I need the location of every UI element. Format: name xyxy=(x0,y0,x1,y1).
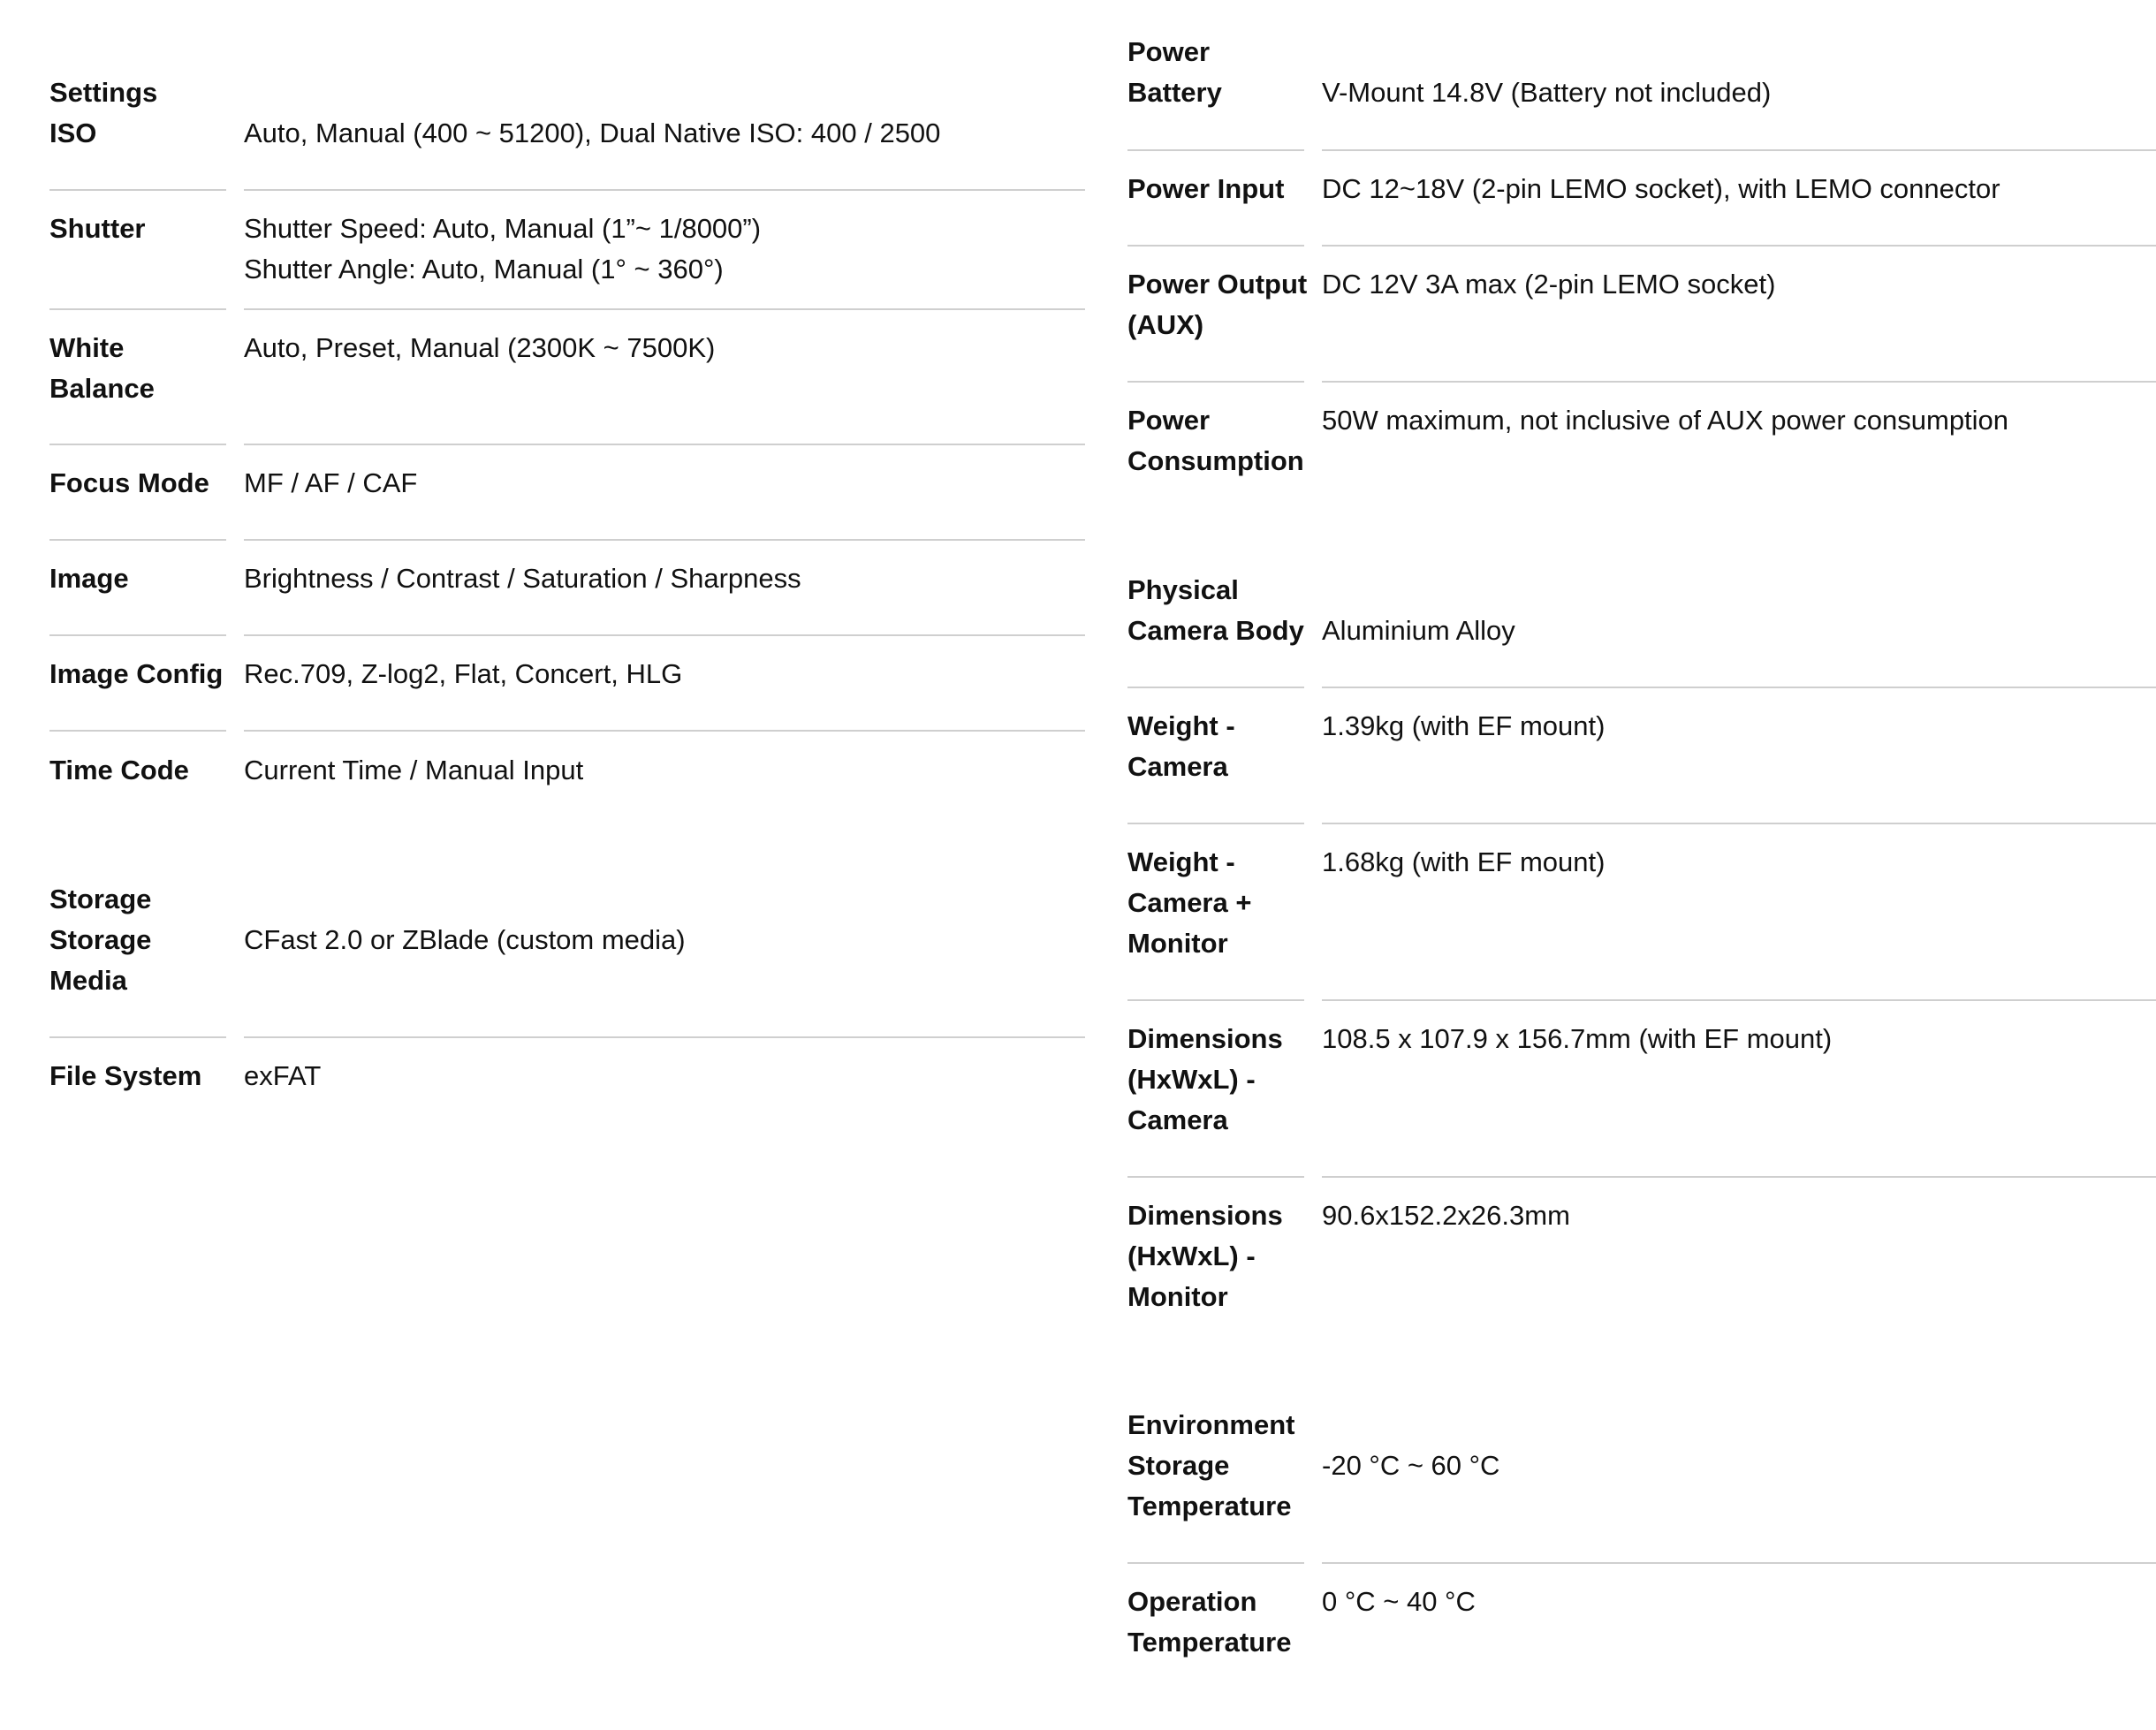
row-divider xyxy=(244,539,1085,541)
row-divider xyxy=(1127,687,1304,688)
spec-value-battery: V-Mount 14.8V (Battery not included) xyxy=(1322,77,1772,108)
row-divider xyxy=(49,444,226,445)
spec-key-image: Image xyxy=(49,563,129,594)
spec-key-focus-mode: Focus Mode xyxy=(49,467,209,498)
row-divider xyxy=(1322,999,2156,1001)
spec-value-dimensions-monitor: 90.6x152.2x26.3mm xyxy=(1322,1200,1570,1231)
spec-value-file-system: exFAT xyxy=(244,1060,322,1091)
spec-key-time-code: Time Code xyxy=(49,755,189,785)
spec-key-power-consumption: Power xyxy=(1127,405,1211,436)
spec-value-power-output: DC 12V 3A max (2-pin LEMO socket) xyxy=(1322,269,1776,300)
spec-value-weight-camera: 1.39kg (with EF mount) xyxy=(1322,710,1606,741)
row-divider xyxy=(1127,1176,1304,1178)
row-divider xyxy=(49,189,226,191)
row-divider xyxy=(49,634,226,636)
spec-key-storage-temperature: Storage xyxy=(1127,1450,1230,1481)
spec-value-camera-body: Aluminium Alloy xyxy=(1322,615,1515,646)
row-divider xyxy=(1127,823,1304,824)
spec-key-battery: Battery xyxy=(1127,77,1222,108)
section-heading-environment: Environment xyxy=(1127,1409,1295,1440)
spec-key-white-balance: White xyxy=(49,332,125,363)
row-divider xyxy=(244,730,1085,732)
section-heading-storage: Storage xyxy=(49,884,152,914)
row-divider xyxy=(244,634,1085,636)
row-divider xyxy=(1322,245,2156,247)
row-divider xyxy=(49,1036,226,1038)
row-divider xyxy=(1322,823,2156,824)
spec-value-storage-media: CFast 2.0 or ZBlade (custom media) xyxy=(244,924,686,955)
spec-key-operation-temperature-line2: Temperature xyxy=(1127,1627,1292,1658)
row-divider xyxy=(244,444,1085,445)
row-divider xyxy=(1322,1562,2156,1564)
spec-value-focus-mode: MF / AF / CAF xyxy=(244,467,418,498)
row-divider xyxy=(1127,999,1304,1001)
row-divider xyxy=(244,189,1085,191)
spec-key-dimensions-monitor-line2: (HxWxL) - xyxy=(1127,1241,1256,1271)
spec-key-weight-camera-monitor-line3: Monitor xyxy=(1127,928,1228,959)
row-divider xyxy=(244,308,1085,310)
spec-key-weight-camera-line2: Camera xyxy=(1127,751,1228,782)
row-divider xyxy=(1127,149,1304,151)
spec-value-storage-temperature: -20 °C ~ 60 °C xyxy=(1322,1450,1500,1481)
spec-key-weight-camera: Weight - xyxy=(1127,710,1235,741)
spec-value-power-input: DC 12~18V (2-pin LEMO socket), with LEMO connector xyxy=(1322,173,2000,204)
spec-value-shutter-speed: Shutter Speed: Auto, Manual (1”~ 1/8000”) xyxy=(244,213,762,244)
spec-key-white-balance-line2: Balance xyxy=(49,373,155,404)
spec-value-iso: Auto, Manual (400 ~ 51200), Dual Native ISO: 400 / 2500 xyxy=(244,118,941,148)
spec-key-weight-camera-monitor: Weight - xyxy=(1127,846,1235,877)
section-heading-physical: Physical xyxy=(1127,574,1239,605)
row-divider xyxy=(1322,1176,2156,1178)
spec-value-time-code: Current Time / Manual Input xyxy=(244,755,584,785)
row-divider xyxy=(1127,381,1304,383)
spec-key-weight-camera-monitor-line2: Camera + xyxy=(1127,887,1252,918)
spec-key-power-output: Power Output xyxy=(1127,269,1308,300)
spec-key-file-system: File System xyxy=(49,1060,202,1091)
spec-key-dimensions-camera: Dimensions xyxy=(1127,1023,1283,1054)
spec-key-camera-body: Camera Body xyxy=(1127,615,1304,646)
row-divider xyxy=(1322,687,2156,688)
spec-key-iso: ISO xyxy=(49,118,97,148)
spec-key-storage-media: Storage xyxy=(49,924,152,955)
spec-value-image: Brightness / Contrast / Saturation / Sharpness xyxy=(244,563,801,594)
spec-key-power-input: Power Input xyxy=(1127,173,1285,204)
spec-key-power-consumption-line2: Consumption xyxy=(1127,445,1304,476)
spec-key-dimensions-monitor: Dimensions xyxy=(1127,1200,1283,1231)
row-divider xyxy=(1322,381,2156,383)
spec-key-storage-temperature-line2: Temperature xyxy=(1127,1491,1292,1521)
spec-key-image-config: Image Config xyxy=(49,658,224,689)
row-divider xyxy=(49,539,226,541)
spec-value-weight-camera-monitor: 1.68kg (with EF mount) xyxy=(1322,846,1606,877)
spec-value-white-balance: Auto, Preset, Manual (2300K ~ 7500K) xyxy=(244,332,716,363)
spec-key-dimensions-camera-line2: (HxWxL) - xyxy=(1127,1064,1256,1095)
spec-value-shutter-angle: Shutter Angle: Auto, Manual (1° ~ 360°) xyxy=(244,254,724,285)
row-divider xyxy=(1127,245,1304,247)
spec-key-dimensions-monitor-line3: Monitor xyxy=(1127,1281,1228,1312)
spec-value-dimensions-camera: 108.5 x 107.9 x 156.7mm (with EF mount) xyxy=(1322,1023,1833,1054)
spec-key-shutter: Shutter xyxy=(49,213,146,244)
spec-value-operation-temperature: 0 °C ~ 40 °C xyxy=(1322,1586,1476,1617)
row-divider xyxy=(244,1036,1085,1038)
row-divider xyxy=(1127,1562,1304,1564)
spec-key-dimensions-camera-line3: Camera xyxy=(1127,1104,1228,1135)
row-divider xyxy=(49,308,226,310)
section-heading-power: Power xyxy=(1127,36,1211,67)
section-heading-settings: Settings xyxy=(49,77,158,108)
spec-value-image-config: Rec.709, Z-log2, Flat, Concert, HLG xyxy=(244,658,683,689)
row-divider xyxy=(49,730,226,732)
spec-key-storage-media-line2: Media xyxy=(49,965,127,996)
spec-key-operation-temperature: Operation xyxy=(1127,1586,1257,1617)
spec-value-power-consumption: 50W maximum, not inclusive of AUX power consumption xyxy=(1322,405,2009,436)
row-divider xyxy=(1322,149,2156,151)
spec-key-power-output-line2: (AUX) xyxy=(1127,309,1204,340)
